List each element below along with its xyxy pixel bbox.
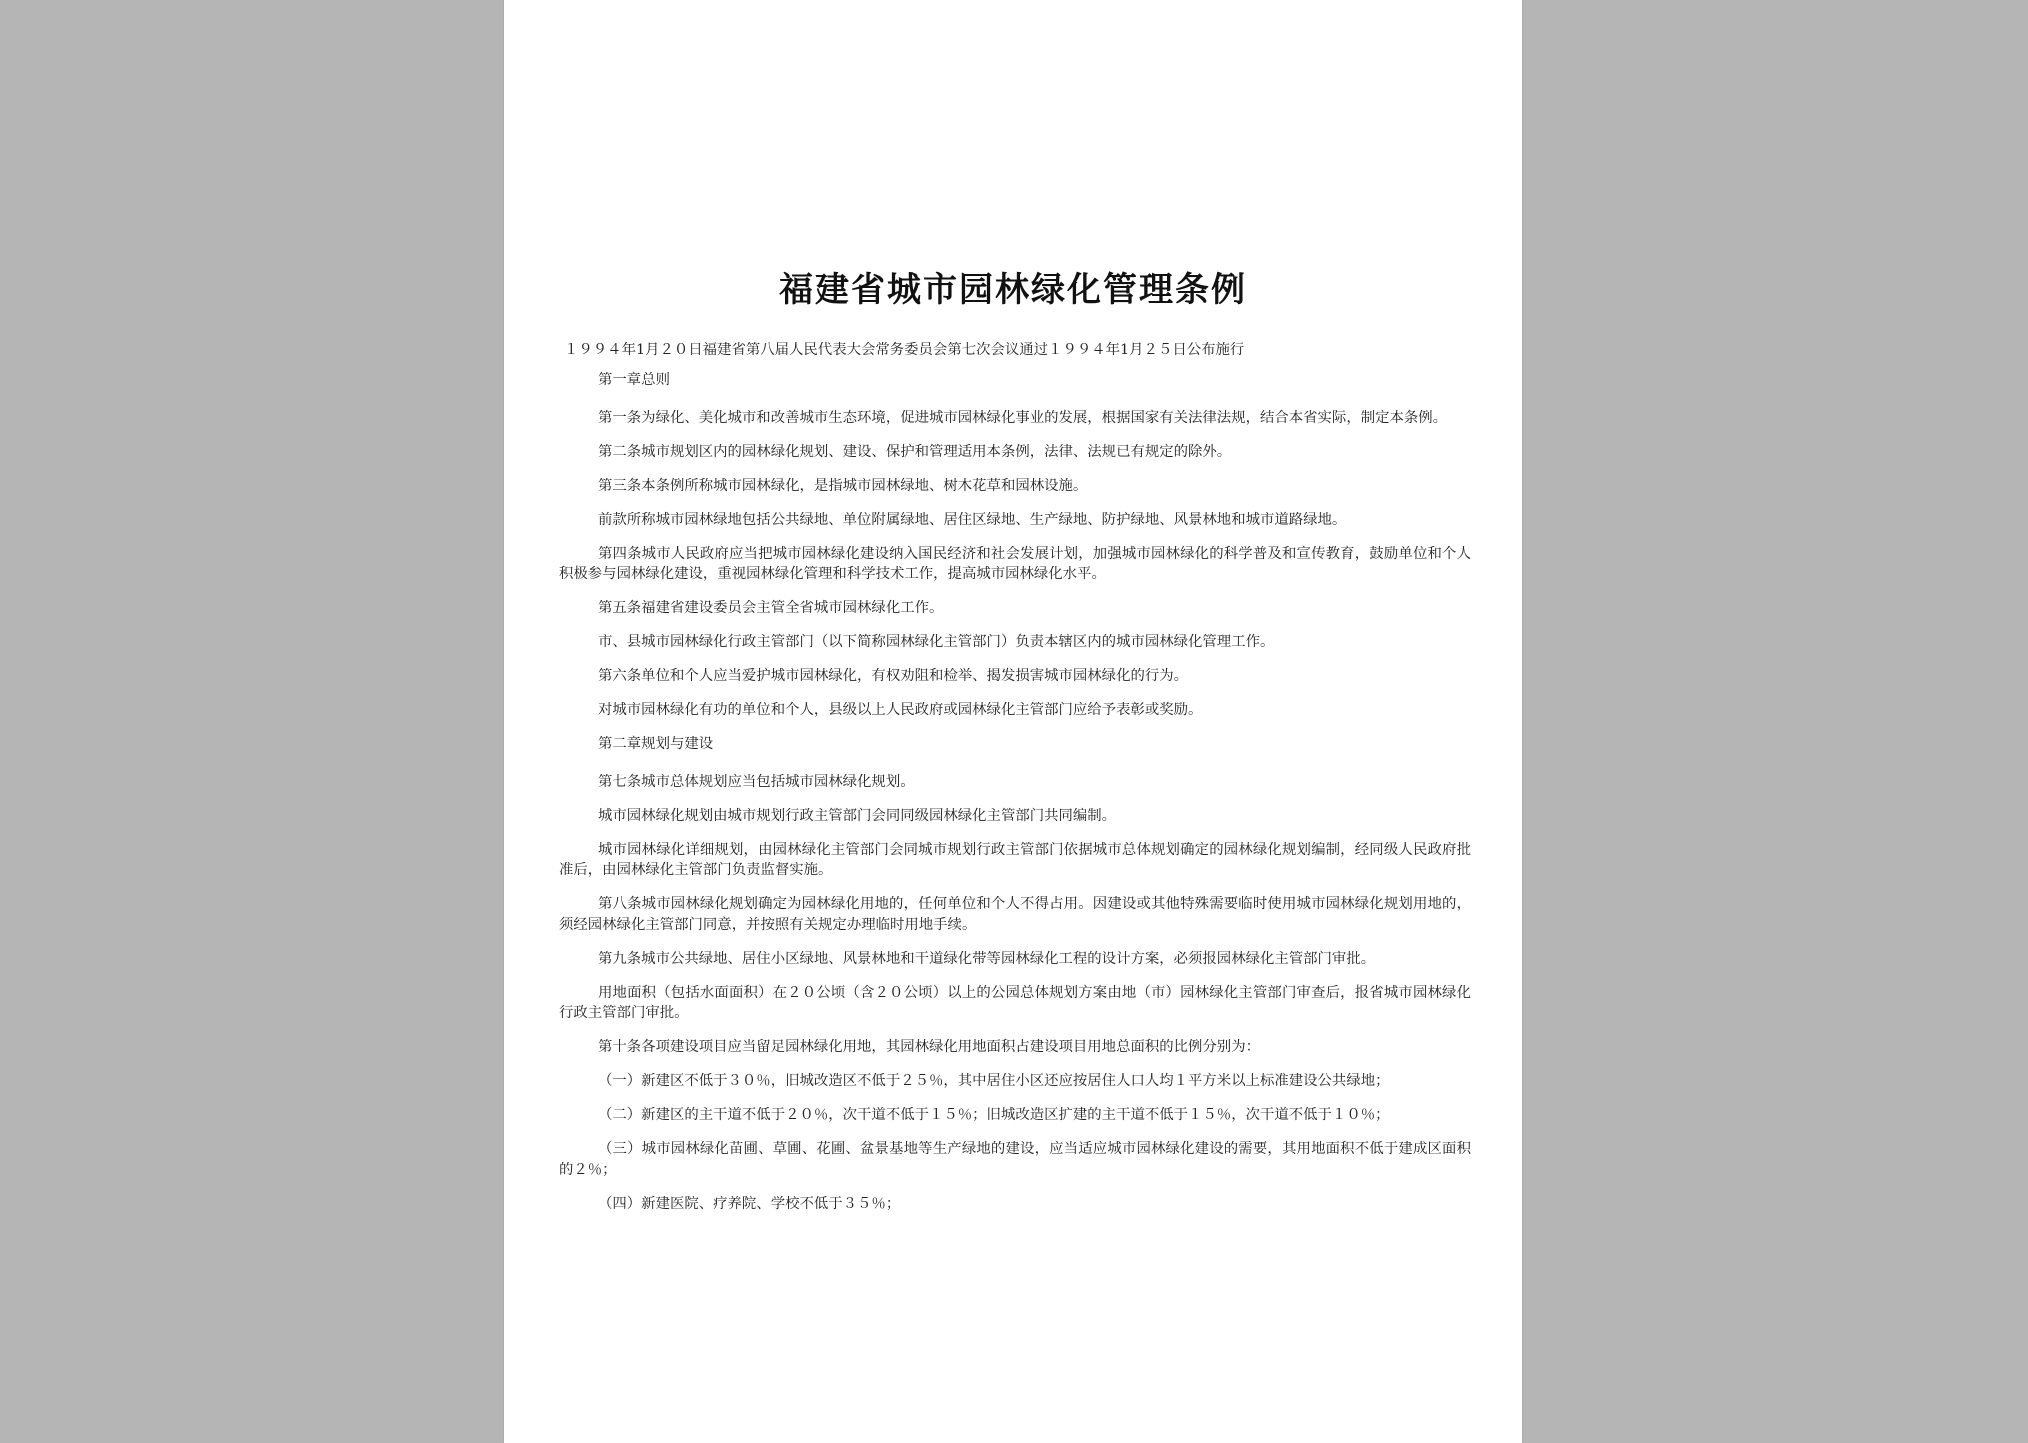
list-item-paragraph: （二）新建区的主干道不低于２０％，次干道不低于１５％；旧城改造区扩建的主干道不低于１５％，次干道不低于１０％； <box>598 1107 1390 1123</box>
article-paragraph: 第七条城市总体规划应当包括城市园林绿化规划。 <box>598 773 915 790</box>
article-paragraph: 城市园林绿化规划由城市规划行政主管部门会同同级园林绿化主管部门共同编制。 <box>598 807 1117 824</box>
document-title: 福建省城市园林绿化管理条例 <box>779 270 1247 310</box>
document-subtitle: １９９４年1月２０日福建省第八届人民代表大会常务委员会第七次会议通过１９９４年1月２５日公布施行 <box>564 342 1245 358</box>
article-paragraph: 第十条各项建设项目应当留足园林绿化用地，其园林绿化用地面积占建设项目用地总面积的比例分别为： <box>598 1039 1260 1055</box>
article-paragraph: 城市园林绿化详细规划，由园林绿化主管部门会同城市规划行政主管部门依据城市总体规划确定的园林绿化规划编制，经同级人民政府批准后，由园林绿化主管部门负责监督实施。 <box>559 841 1471 878</box>
document-body <box>559 370 1471 1228</box>
list-item-paragraph: （四）新建医院、疗养院、学校不低于３５％； <box>598 1195 901 1212</box>
article-paragraph: 第八条城市园林绿化规划确定为园林绿化用地的，任何单位和个人不得占用。因建设或其他特殊需要临时使用城市园林绿化规划用地的，须经园林绿化主管部门同意，并按照有关规定办理临时用地手续。 <box>559 896 1471 933</box>
chapter-heading: 第一章总则 <box>598 372 670 388</box>
article-paragraph: 用地面积（包括水面面积）在２０公顷（含２０公顷）以上的公园总体规划方案由地（市）园林绿化主管部门审查后，报省城市园林绿化行政主管部门审批。 <box>559 984 1471 1021</box>
article-paragraph: 第二条城市规划区内的园林绿化规划、建设、保护和管理适用本条例，法律、法规已有规定的除外。 <box>598 443 1232 460</box>
article-paragraph: 第九条城市公共绿地、居住小区绿地、风景林地和干道绿化带等园林绿化工程的设计方案，必须报园林绿化主管部门审批。 <box>598 950 1376 967</box>
list-item-paragraph: （一）新建区不低于３０％，旧城改造区不低于２５％，其中居住小区还应按居住人口人均１平方米以上标准建设公共绿地； <box>598 1073 1390 1089</box>
article-paragraph: 市、县城市园林绿化行政主管部门（以下简称园林绿化主管部门）负责本辖区内的城市园林绿化管理工作。 <box>598 634 1275 650</box>
article-paragraph: 第五条福建省建设委员会主管全省城市园林绿化工作。 <box>598 600 944 616</box>
list-item-paragraph: （三）城市园林绿化苗圃、草圃、花圃、盆景基地等生产绿地的建设，应当适应城市园林绿化建设的需要，其用地面积不低于建成区面积的２％； <box>559 1141 1471 1178</box>
article-paragraph: 前款所称城市园林绿地包括公共绿地、单位附属绿地、居住区绿地、生产绿地、防护绿地、风景林地和城市道路绿地。 <box>598 511 1347 528</box>
article-paragraph: 第三条本条例所称城市园林绿化，是指城市园林绿地、树木花草和园林设施。 <box>598 477 1088 494</box>
chapter-heading: 第二章规划与建设 <box>598 736 714 752</box>
article-paragraph: 第一条为绿化、美化城市和改善城市生态环境，促进城市园林绿化事业的发展，根据国家有关法律法规，结合本省实际，制定本条例。 <box>598 409 1448 426</box>
article-paragraph: 第四条城市人民政府应当把城市园林绿化建设纳入国民经济和社会发展计划，加强城市园林绿化的科学普及和宣传教育，鼓励单位和个人积极参与园林绿化建设，重视园林绿化管理和科学技术工作，提高城市园林绿化水平。 <box>559 545 1471 582</box>
article-paragraph: 对城市园林绿化有功的单位和个人，县级以上人民政府或园林绿化主管部门应给予表彰或奖励。 <box>598 702 1203 718</box>
article-paragraph: 第六条单位和个人应当爱护城市园林绿化，有权劝阻和检举、揭发损害城市园林绿化的行为。 <box>598 668 1189 684</box>
document-page <box>504 0 1522 1443</box>
